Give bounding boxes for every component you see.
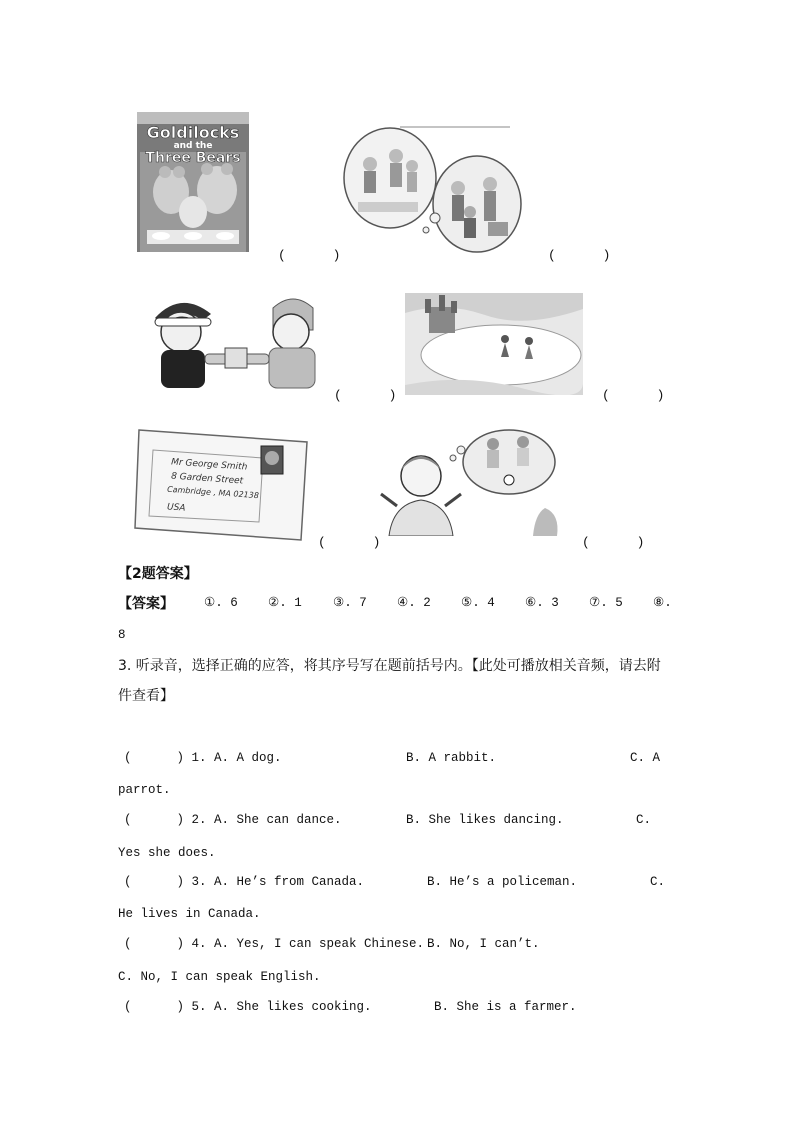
question-item-5-lead: ( ) 5. A. She likes cooking. [124,1000,372,1014]
question-item-3-lead: ( ) 3. A. He’s from Canada. [124,875,365,889]
question-item-2-option-c: C. [636,813,652,827]
postcard-picture [133,428,309,542]
question-item-2-lead: ( ) 2. A. She can dance. [124,813,342,827]
question-item-4-option-b: B. No, I can’t. [427,937,540,951]
goldilocks-book-picture [137,112,249,252]
answer-label: 【答案】 [118,596,174,612]
postcard-address-line-4: USA [166,502,186,514]
question-item-4-lead: ( ) 4. A. Yes, I can speak Chinese. [124,937,425,951]
answer-blank-picture-2[interactable]: ( ) [548,248,611,263]
answer-blank-picture-3[interactable]: ( ) [334,388,397,403]
book-title-line-3: Three Bears [145,150,241,166]
question-3-instruction-cont: 件查看】 [118,688,174,704]
question-item-1-lead: ( ) 1. A. A dog. [124,751,282,765]
book-title-line-1: Goldilocks [146,123,240,142]
postcard-address-line-2: 8 Garden Street [170,471,244,487]
answer-blank-picture-6[interactable]: ( ) [582,535,645,550]
question-item-3-option-b: B. He’s a policeman. [427,875,578,889]
football-dream-illustration [375,428,560,536]
answer-item: ⑦. 5 [589,596,623,610]
answer-item: ①. 6 [204,596,238,610]
children-gift-exchange-picture [133,290,323,390]
question-item-5-option-b: B. She is a farmer. [434,1000,577,1014]
question-3-instruction: 3. 听录音，选择正确的应答，将其序号写在题前括号内。【此处可播放相关音频，请去附 [118,658,661,674]
question-item-2-continuation: Yes she does. [118,846,216,860]
book-title-line-2: and the [173,141,213,151]
question-item-1-continuation: parrot. [118,783,171,797]
thought-bubble-illustration [340,126,522,254]
boy-football-dream-picture [375,428,560,536]
answer-item: ④. 2 [397,596,431,610]
question-item-3-option-c: C. [650,875,666,889]
postcard-address-line-3: Cambridge , MA 02138 [166,484,260,501]
answer-blank-picture-5[interactable]: ( ) [318,535,381,550]
skating-scene-illustration [405,293,583,395]
postcard-address-line-1: Mr George Smith [170,457,248,473]
gift-exchange-illustration [133,290,323,390]
answer-blank-picture-4[interactable]: ( ) [602,388,665,403]
answer-item: ⑥. 3 [525,596,559,610]
answer-item: ②. 1 [268,596,302,610]
question-item-1-option-b: B. A rabbit. [406,751,497,765]
answer-blank-picture-1[interactable]: ( ) [278,248,341,263]
answer-overflow: 8 [118,628,126,642]
question-item-2-option-b: B. She likes dancing. [406,813,564,827]
answer-item: ⑧. [653,596,672,610]
answer-heading: 【2题答案】 [118,566,198,582]
question-item-3-continuation: He lives in Canada. [118,907,261,921]
question-item-1-option-c: C. A [630,751,661,765]
answer-item: ③. 7 [333,596,367,610]
ice-skating-castle-picture [405,293,583,395]
answer-item: ⑤. 4 [461,596,495,610]
children-thought-bubble-picture [340,126,522,254]
question-item-4-continuation: C. No, I can speak English. [118,970,321,984]
